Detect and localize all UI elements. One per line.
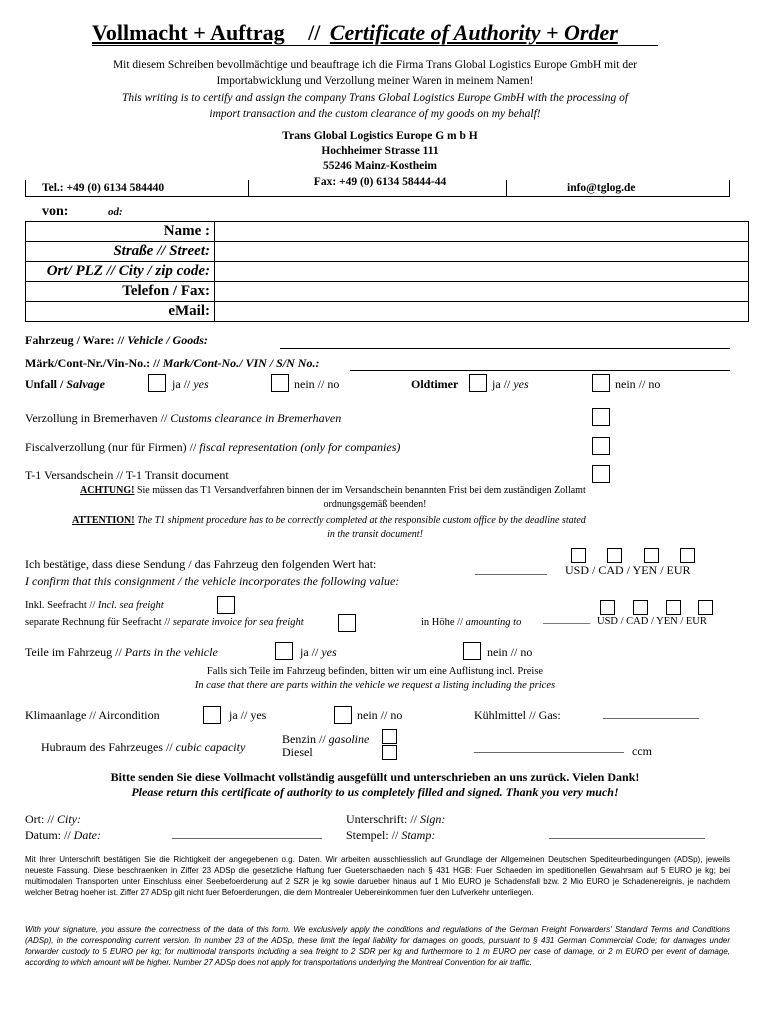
aircon-yes-checkbox[interactable] — [203, 706, 221, 724]
table-row — [26, 222, 749, 242]
title-de: Vollmacht + Auftrag — [92, 20, 285, 45]
amount-blank[interactable]: _________ — [543, 614, 591, 625]
table-row — [26, 242, 749, 262]
phone-fax-label: Telefon / Fax: — [26, 282, 215, 302]
parts-label-de: Teile im Fahrzeug // — [25, 645, 122, 659]
parts-no-checkbox[interactable] — [463, 642, 481, 660]
mark-label — [25, 356, 319, 371]
freight-label — [25, 600, 164, 611]
mark-label-en: Mark/Cont-No./ VIN / S/N No.: — [162, 356, 320, 370]
intro-de-1: Mit diesem Schreiben bevollmächtige und beauftrage ich die Firma Trans Global Logistics Europe GmbH mit der — [112, 59, 638, 71]
amount-yen-checkbox[interactable] — [666, 600, 681, 615]
salvage-no-label: nein // no — [294, 377, 340, 391]
title-separator: // — [308, 20, 321, 45]
fiscal-label-en: fiscal representation (only for companies) — [199, 440, 401, 454]
achtung-note — [80, 485, 586, 496]
amount-label — [421, 617, 521, 628]
parts-note-de: Falls sich Teile im Fahrzeug befinden, bitten wir um eine Auflistung incl. Preise — [206, 666, 544, 677]
freight-included-checkbox[interactable] — [217, 596, 235, 614]
oldtimer-yes-label — [492, 377, 529, 392]
sign-label-en: Sign: — [419, 812, 446, 826]
stamp-label — [346, 828, 435, 843]
salvage-yes-label — [172, 377, 209, 392]
value-blank[interactable]: ____________ — [475, 562, 547, 576]
amount-cad-checkbox[interactable] — [633, 600, 648, 615]
separate-label-de: separate Rechnung für Seefracht // — [25, 617, 171, 628]
petrol-label-de: Benzin // — [282, 732, 326, 746]
stamp-label-en: Stamp: — [401, 828, 436, 842]
date-label — [25, 828, 101, 843]
intro-en-2: import transaction and the custom clearance of my goods on my behalf! — [209, 108, 541, 120]
aircon-yes-label: ja // yes — [229, 708, 267, 722]
transit-checkbox[interactable] — [592, 465, 610, 483]
customs-checkbox[interactable] — [592, 408, 610, 426]
parts-label — [25, 645, 218, 660]
oldtimer-yes-de: ja // — [492, 377, 511, 391]
goods-label-en: Vehicle / Goods: — [127, 333, 208, 347]
title-underline — [92, 45, 658, 46]
city-zip-field[interactable] — [215, 262, 749, 282]
transit-label: T-1 Versandschein // T-1 Transit document — [25, 468, 229, 482]
achtung-text: Sie müssen das T1 Versandverfahren binnen der im Versandschein benannten Frist bei dem zuständigen Zollamt — [136, 485, 586, 496]
displacement-label-de: Hubraum des Fahrzeuges // — [41, 740, 173, 754]
phone-fax-field[interactable] — [215, 282, 749, 302]
ccm-blank[interactable]: _________________________ — [474, 740, 624, 754]
city-label-de: Ort: // — [25, 812, 54, 826]
date-label-en: Date: — [73, 828, 101, 842]
company-name: Trans Global Logistics Europe G m b H — [282, 130, 478, 142]
achtung-label: ACHTUNG! — [80, 485, 135, 496]
oldtimer-no-label: nein // no — [615, 377, 661, 391]
company-divider-4 — [729, 180, 730, 196]
salvage-label — [25, 377, 105, 392]
displacement-label — [41, 740, 245, 755]
fiscal-label — [25, 440, 400, 455]
salvage-yes-en: yes — [193, 377, 209, 391]
fiscal-checkbox[interactable] — [592, 437, 610, 455]
value-yen-checkbox[interactable] — [644, 548, 659, 563]
parts-label-en: Parts in the vehicle — [124, 645, 218, 659]
salvage-yes-checkbox[interactable] — [148, 374, 166, 392]
value-usd-checkbox[interactable] — [571, 548, 586, 563]
value-confirm-de: Ich bestätige, dass diese Sendung / das Fahrzeug den folgenden Wert hat: — [25, 557, 377, 571]
attention-label: ATTENTION! — [72, 515, 135, 526]
amount-eur-checkbox[interactable] — [698, 600, 713, 615]
table-row — [26, 282, 749, 302]
company-rule — [25, 196, 730, 197]
diesel-label: Diesel — [282, 745, 313, 759]
page-title — [92, 20, 618, 46]
company-divider-1 — [25, 180, 26, 196]
date-blank[interactable]: _________________________ — [172, 826, 322, 840]
stamp-label-de: Stempel: // — [346, 828, 399, 842]
salvage-label-en: Salvage — [66, 377, 106, 391]
petrol-checkbox[interactable] — [382, 729, 397, 744]
parts-yes-label — [300, 645, 337, 660]
please-de: Bitte senden Sie diese Vollmacht vollständig ausgefüllt und unterschrieben an uns zurück. Vielen Dank! — [110, 770, 640, 784]
oldtimer-yes-checkbox[interactable] — [469, 374, 487, 392]
company-phone: Tel.: +49 (0) 6134 584440 — [42, 182, 165, 194]
fiscal-label-de: Fiscalverzollung (nur für Firmen) // — [25, 440, 197, 454]
please-en: Please return this certificate of authority to us completely filled and signed. Thank you very much! — [131, 785, 619, 799]
parts-yes-de: ja // — [300, 645, 319, 659]
email-label: eMail: — [26, 302, 215, 322]
street-label: Straße // Street: — [26, 242, 215, 262]
date-label-de: Datum: // — [25, 828, 71, 842]
amount-currencies: USD / CAD / YEN / EUR — [597, 616, 707, 627]
from-label-en: od: — [108, 206, 123, 218]
parts-no-label: nein // no — [487, 645, 533, 659]
ccm-unit: ccm — [632, 744, 652, 758]
amount-usd-checkbox[interactable] — [600, 600, 615, 615]
table-row — [26, 262, 749, 282]
parts-yes-en: yes — [321, 645, 337, 659]
petrol-label-en: gasoline — [328, 732, 370, 746]
city-label-en: City: — [57, 812, 81, 826]
coolant-blank[interactable]: ________________ — [603, 706, 699, 720]
company-email: info@tglog.de — [567, 182, 636, 194]
separate-label — [25, 617, 304, 628]
aircon-label: Klimaanlage // Aircondition — [25, 708, 160, 722]
attention-text-2: in the transit document! — [327, 529, 423, 540]
company-fax: Fax: +49 (0) 6134 58444-44 — [313, 176, 447, 188]
diesel-checkbox[interactable] — [382, 745, 397, 760]
salvage-no-checkbox[interactable] — [271, 374, 289, 392]
from-label: von: — [42, 204, 69, 219]
legal-text-en: With your signature, you assure the correctness of the data of this form. We exclusively apply the conditions and regulations of the German Freight Forwarders' Standard Terms and Conditions (ADSp), in the corresponding current version. In number 23 of the ADSp, these limit the legal liability for damages on goods, pursuant to § 431 German Commercial Code; for damages under forwarder custody to 5 EURO per kg; for multimodal transports including a sea freight to 2 SDR per kg and furthermore to 1 m EURO per case of damage, or 2 m EURO per event of damage, according to which amount will be higher. Number 27 ADSp does not apply for transportations underlying the Montreal Convention for air traffic. — [25, 925, 730, 967]
achtung-text-2: ordnungsgemäß beenden! — [323, 499, 427, 510]
coolant-label: Kühlmittel // Gas: — [474, 708, 561, 722]
city-label — [25, 812, 81, 827]
customs-label — [25, 411, 341, 426]
company-divider-3 — [506, 180, 507, 196]
company-street: Hochheimer Strasse 111 — [321, 145, 439, 157]
mark-line[interactable] — [350, 370, 730, 371]
customs-label-en: Customs clearance in Bremerhaven — [170, 411, 342, 425]
stamp-blank[interactable]: __________________________ — [549, 826, 705, 840]
name-field[interactable] — [215, 222, 749, 242]
salvage-label-de: Unfall / — [25, 377, 64, 391]
intro-de-2: Importabwicklung und Verzollung meiner Waren in meinem Namen! — [216, 75, 534, 87]
intro-en-1: This writing is to certify and assign the company Trans Global Logistics Europe GmbH with the processing of — [121, 92, 629, 104]
name-label: Name : — [26, 222, 215, 242]
goods-label — [25, 333, 208, 348]
parts-note-en: In case that there are parts within the vehicle we request a listing including the prices — [194, 680, 556, 691]
goods-label-de: Fahrzeug / Ware: // — [25, 333, 125, 347]
oldtimer-yes-en: yes — [513, 377, 529, 391]
value-cad-checkbox[interactable] — [607, 548, 622, 563]
company-divider-2 — [248, 180, 249, 196]
oldtimer-no-checkbox[interactable] — [592, 374, 610, 392]
freight-label-en: Incl. sea freight — [97, 600, 164, 611]
oldtimer-label: Oldtimer — [411, 377, 459, 391]
legal-text-de: Mit Ihrer Unterschrift bestätigen Sie die Richtigkeit der angegebenen o.g. Daten. Wir arbeiten ausschliesslich auf Grundlage der Allgemeinen Deutschen Spediteurbedingungen (ADSp), jeweils neueste Fassung. Diese beschraenken in Ziffer 23 ADSp die gesetzliche Haftung fuer Gueterschaeden nach § 431 HGB: Fuer Schaeden im speditionellen Gewahrsam auf 5 EURO je kg; bei multimodalen Transporten unter Einschluss einer Seebefoerderung auf 2 SZR je kg sowie darueber hinaus auf 1 Mio EURO je Schadensfall bzw. 2 Mio EURO je Schadenereignis, je nachdem welcher Betrag hoeher ist. Ziffer 27 ADSp gilt nicht fuer Befoerderungen, die dem Montrealer Uebereinkommen fuer den Lufverkehr unterliegen. — [25, 855, 730, 897]
mark-label-de: Märk/Cont-Nr./Vin-No.: // — [25, 356, 160, 370]
email-field[interactable] — [215, 302, 749, 322]
amount-label-en: amounting to — [465, 617, 522, 628]
displacement-label-en: cubic capacity — [175, 740, 246, 754]
aircon-no-checkbox[interactable] — [334, 706, 352, 724]
value-confirm-en: I confirm that this consignment / the vehicle incorporates the following value: — [25, 574, 400, 588]
table-row — [26, 302, 749, 322]
city-zip-label: Ort/ PLZ // City / zip code: — [26, 262, 215, 282]
title-en: Certificate of Authority + Order — [329, 20, 618, 45]
parts-yes-checkbox[interactable] — [275, 642, 293, 660]
customs-label-de: Verzollung in Bremerhaven // — [25, 411, 168, 425]
goods-line[interactable] — [280, 348, 730, 349]
separate-label-en: separate invoice for sea freight — [172, 617, 304, 628]
aircon-no-label: nein // no — [357, 708, 403, 722]
separate-invoice-checkbox[interactable] — [338, 614, 356, 632]
freight-label-de: Inkl. Seefracht // — [25, 600, 96, 611]
company-city: 55246 Mainz-Kostheim — [322, 160, 438, 172]
attention-note — [72, 515, 586, 526]
sign-label-de: Unterschrift: // — [346, 812, 417, 826]
attention-text: The T1 shipment procedure has to be correctly completed at the responsible custom office by the deadline stated — [137, 515, 586, 526]
street-field[interactable] — [215, 242, 749, 262]
value-eur-checkbox[interactable] — [680, 548, 695, 563]
value-currencies: USD / CAD / YEN / EUR — [565, 563, 691, 577]
sign-label — [346, 812, 445, 827]
amount-label-de: in Höhe // — [421, 617, 463, 628]
salvage-yes-de: ja // — [172, 377, 191, 391]
sender-table — [25, 221, 749, 322]
